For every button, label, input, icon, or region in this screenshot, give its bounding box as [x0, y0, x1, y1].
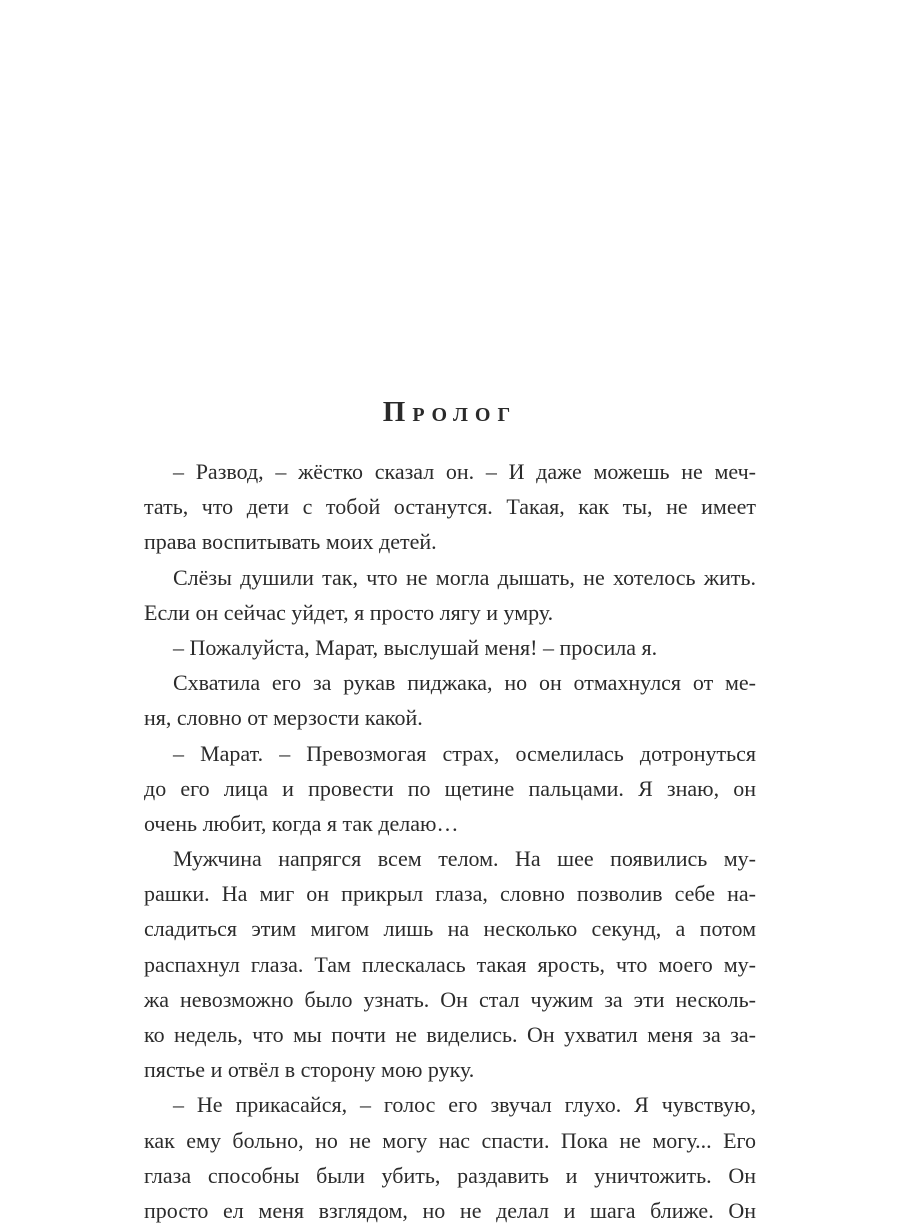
- text-line: распахнул глаза. Там плескалась такая ярость, что моего му-: [144, 951, 756, 977]
- text-line: до его лица и провести по щетине пальцами. Я знаю, он: [144, 775, 756, 801]
- chapter-body: [144, 454, 756, 1228]
- text-line: рашки. На миг он прикрыл глаза, словно позволив себе на-: [144, 881, 756, 907]
- text-line: права воспитывать моих детей.: [144, 529, 437, 555]
- text-line: – Пожалуйста, Марат, выслушай меня! – просила я.: [173, 634, 658, 660]
- text-line: тать, что дети с тобой останутся. Такая, как ты, не имеет: [144, 494, 756, 520]
- text-line: – Развод, – жёстко сказал он. – И даже можешь не меч-: [173, 459, 756, 484]
- text-line: очень любит, когда я так делаю…: [144, 810, 459, 836]
- text-line: просто ел меня взглядом, но не делал и шага ближе. Он: [144, 1197, 756, 1223]
- text-line: жа невозможно было узнать. Он стал чужим за эти несколь-: [144, 986, 756, 1012]
- text-line: Если он сейчас уйдет, я просто лягу и умру.: [144, 599, 554, 625]
- text-line: как ему больно, но не могу нас спасти. Пока не могу... Его: [144, 1127, 756, 1153]
- text-line: ня, словно от мерзости какой.: [144, 705, 423, 731]
- text-line: глаза способны были убить, раздавить и уничтожить. Он: [144, 1162, 756, 1188]
- text-line: Схватила его за рукав пиджака, но он отмахнулся от ме-: [173, 670, 756, 696]
- chapter-title: Пролог: [382, 396, 518, 428]
- text-line: – Марат. – Превозмогая страх, осмелилась дотронуться: [173, 740, 756, 766]
- text-line: пястье и отвёл в сторону мою руку.: [144, 1057, 475, 1083]
- text-line: – Не прикасайся, – голос его звучал глухо. Я чувствую,: [173, 1092, 756, 1118]
- text-line: Мужчина напрягся всем телом. На шее появились му-: [173, 846, 756, 872]
- text-line: ко недель, что мы почти не виделись. Он ухватил меня за за-: [144, 1022, 756, 1047]
- text-line: сладиться этим мигом лишь на несколько секунд, а потом: [144, 916, 756, 942]
- text-line: Слёзы душили так, что не могла дышать, не хотелось жить.: [173, 564, 756, 590]
